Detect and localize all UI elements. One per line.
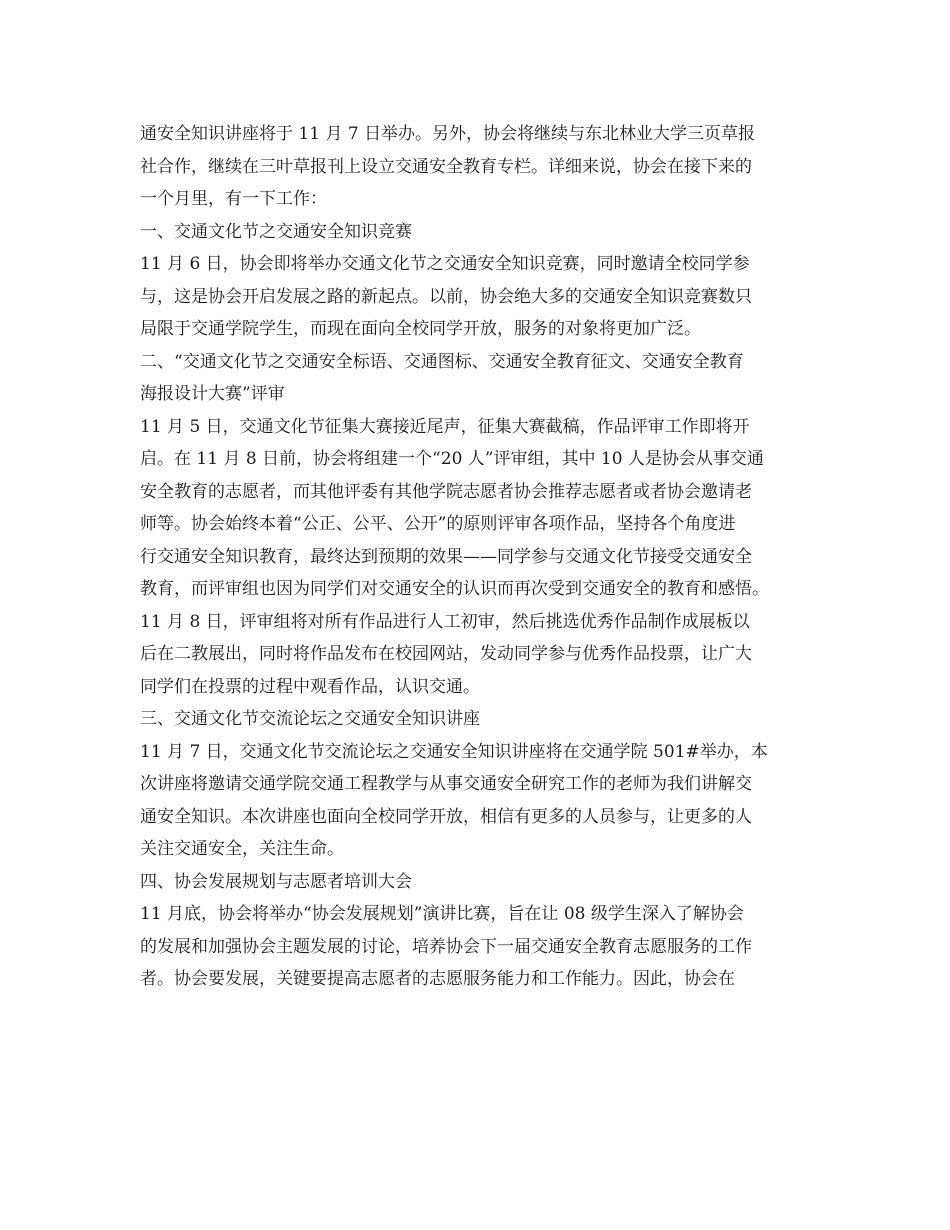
text-line: 的发展和加强协会主题发展的讨论，培养协会下一届交通安全教育志愿服务的工作: [140, 936, 752, 957]
section-heading-3: 三、交通文化节交流论坛之交通安全知识讲座: [140, 709, 480, 729]
text-line: 通安全知识讲座将于 11 月 7 日举办。另外，协会将继续与东北林业大学三页草报: [140, 124, 756, 144]
text-line: 一个月里，有一下工作：: [140, 189, 327, 209]
text-line: 11 月 7 日，交通文化节交流论坛之交通安全知识讲座将在交通学院 501#举办，本: [140, 741, 768, 762]
text-line: 局限于交通学院学生，而现在面向全校同学开放，服务的对象将更加广泛。: [140, 319, 701, 339]
text-line: 11 月 6 日，协会即将举办交通文化节之交通安全知识竞赛，同时邀请全校同学参: [140, 254, 750, 274]
text-line: 关注交通安全，关注生命。: [140, 839, 344, 859]
text-line: 师等。协会始终本着“公正、公平、公开”的原则评审各项作品，坚持各个角度进: [140, 514, 736, 534]
text-line: 社合作，继续在三叶草报刊上设立交通安全教育专栏。详细来说，协会在接下来的: [140, 156, 752, 177]
text-line: 11 月底，协会将举办“协会发展规划”演讲比赛，旨在让 08 级学生深入了解协会: [140, 904, 744, 924]
text-line: 者。协会要发展，关键要提高志愿者的志愿服务能力和工作能力。因此，协会在: [140, 969, 735, 989]
text-line: 安全教育的志愿者，而其他评委有其他学院志愿者协会推荐志愿者或者协会邀请老: [140, 481, 752, 502]
section-heading-2: 二、“交通文化节之交通安全标语、交通图标、交通安全教育征文、交通安全教育: [140, 351, 744, 372]
text-line: 与，这是协会开启发展之路的新起点。以前，协会绝大多的交通安全知识竞赛数只: [140, 286, 752, 307]
text-line: 后在二教展出，同时将作品发布在校园网站，发动同学参与优秀作品投票，让广大: [140, 644, 752, 664]
section-heading-4: 四、协会发展规划与志愿者培训大会: [140, 871, 412, 892]
text-line: 11 月 5 日，交通文化节征集大赛接近尾声，征集大赛截稿，作品评审工作即将开: [140, 416, 750, 437]
section-heading-1: 一、交通文化节之交通安全知识竞赛: [140, 221, 412, 242]
text-line: 通安全知识。本次讲座也面向全校同学开放，相信有更多的人员参与，让更多的人: [140, 806, 752, 827]
document-body: [140, 118, 840, 996]
text-line: 启。在 11 月 8 日前，协会将组建一个“20 人”评审组，其中 10 人是协会从事交通: [140, 449, 764, 469]
section-heading-2-continued: 海报设计大赛”评审: [140, 384, 285, 404]
text-line: 教育，而评审组也因为同学们对交通安全的认识而再次受到交通安全的教育和感悟。: [140, 579, 769, 599]
text-line: 行交通安全知识教育，最终达到预期的效果——同学参与交通文化节接受交通安全: [140, 546, 752, 567]
text-line: 11 月 8 日，评审组将对所有作品进行人工初审，然后挑选优秀作品制作成展板以: [140, 611, 750, 632]
text-line: 同学们在投票的过程中观看作品，认识交通。: [140, 676, 480, 697]
text-line: 次讲座将邀请交通学院交通工程教学与从事交通安全研究工作的老师为我们讲解交: [140, 774, 752, 794]
